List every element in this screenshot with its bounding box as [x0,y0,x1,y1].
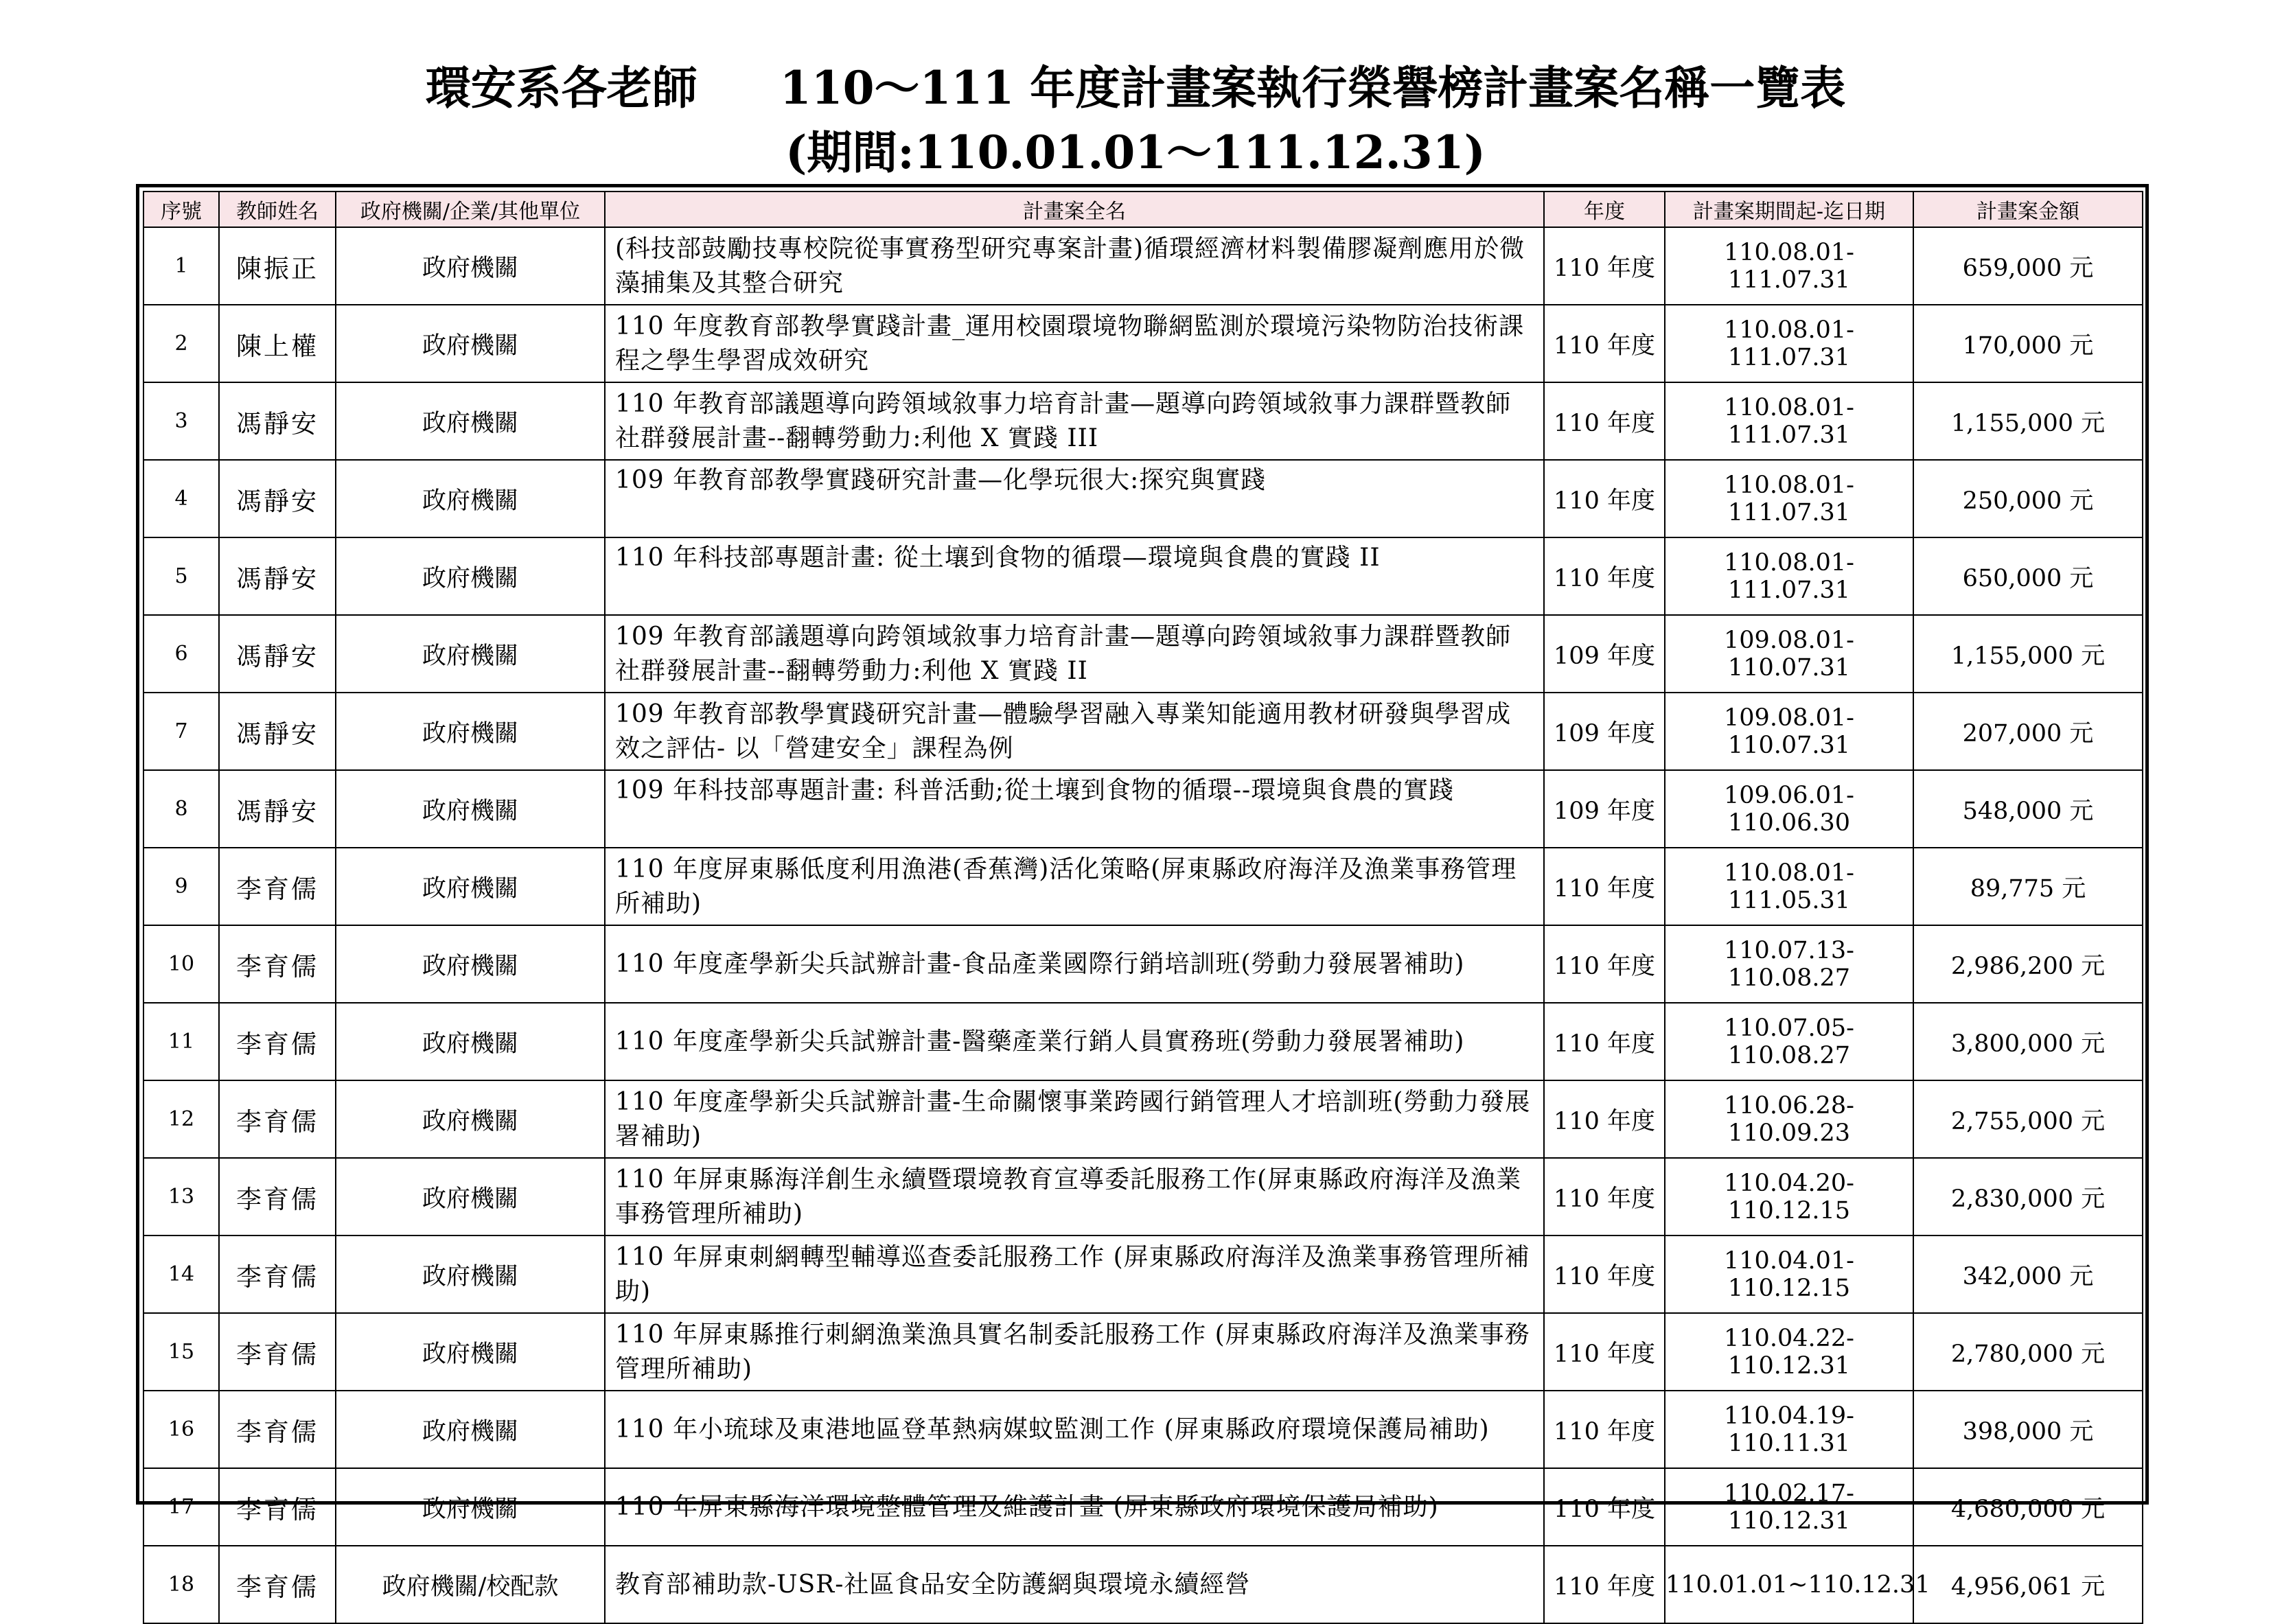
cell-row-number: 13 [143,1158,219,1236]
cell-organization: 政府機關 [336,537,605,615]
header-no: 序號 [143,192,219,227]
cell-period: 110.06.28-110.09.23 [1665,1080,1913,1158]
cell-row-number: 7 [143,693,219,770]
cell-year: 110 年度 [1544,925,1665,1003]
cell-teacher-name: 李育儒 [219,848,336,925]
cell-row-number: 1 [143,227,219,305]
table-header-row [143,192,2143,227]
cell-year: 109 年度 [1544,770,1665,848]
cell-project-name: (科技部鼓勵技專校院從事實務型研究專案計畫)循環經濟材料製備膠凝劑應用於微藻捕集及其整合研究 [605,227,1544,305]
project-table [143,191,2143,1624]
cell-amount: 659,000 元 [1913,227,2143,305]
cell-teacher-name: 李育儒 [219,1468,336,1546]
cell-project-name: 110 年度產學新尖兵試辦計畫-醫藥產業行銷人員實務班(勞動力發展署補助) [605,1003,1544,1080]
cell-period: 110.07.05-110.08.27 [1665,1003,1913,1080]
cell-project-name: 110 年屏東縣推行刺網漁業漁具實名制委託服務工作 (屏東縣政府海洋及漁業事務管理所補助) [605,1313,1544,1391]
cell-year: 110 年度 [1544,1546,1665,1623]
cell-year: 110 年度 [1544,537,1665,615]
cell-organization: 政府機關 [336,693,605,770]
cell-year: 109 年度 [1544,693,1665,770]
cell-teacher-name: 馮靜安 [219,615,336,693]
cell-organization: 政府機關 [336,1313,605,1391]
cell-organization: 政府機關 [336,1391,605,1468]
header-amount: 計畫案金額 [1913,192,2143,227]
table-row [143,1391,2143,1468]
header-period: 計畫案期間起-迄日期 [1665,192,1913,227]
cell-row-number: 9 [143,848,219,925]
cell-amount: 1,155,000 元 [1913,615,2143,693]
cell-period: 110.08.01-111.07.31 [1665,537,1913,615]
cell-year: 110 年度 [1544,305,1665,382]
cell-row-number: 14 [143,1236,219,1313]
header-project-name: 計畫案全名 [605,192,1544,227]
cell-period: 110.01.01~110.12.31 [1665,1546,1913,1623]
cell-amount: 4,680,000 元 [1913,1468,2143,1546]
cell-period: 110.08.01-111.07.31 [1665,227,1913,305]
cell-row-number: 5 [143,537,219,615]
cell-year: 110 年度 [1544,1313,1665,1391]
cell-year: 110 年度 [1544,1391,1665,1468]
table-row [143,1158,2143,1236]
cell-project-name: 109 年科技部專題計畫: 科普活動;從土壤到食物的循環--環境與食農的實踐 [605,770,1544,848]
cell-period: 110.04.20-110.12.15 [1665,1158,1913,1236]
cell-year: 110 年度 [1544,1003,1665,1080]
cell-organization: 政府機關 [336,925,605,1003]
cell-row-number: 15 [143,1313,219,1391]
cell-teacher-name: 李育儒 [219,1391,336,1468]
cell-row-number: 2 [143,305,219,382]
cell-amount: 398,000 元 [1913,1391,2143,1468]
cell-teacher-name: 李育儒 [219,1546,336,1623]
cell-amount: 2,755,000 元 [1913,1080,2143,1158]
cell-amount: 3,800,000 元 [1913,1003,2143,1080]
cell-organization: 政府機關/校配款 [336,1546,605,1623]
cell-row-number: 11 [143,1003,219,1080]
cell-organization: 政府機關 [336,1158,605,1236]
table-row [143,537,2143,615]
cell-project-name: 110 年度產學新尖兵試辦計畫-食品產業國際行銷培訓班(勞動力發展署補助) [605,925,1544,1003]
table-row [143,925,2143,1003]
cell-teacher-name: 馮靜安 [219,693,336,770]
cell-amount: 342,000 元 [1913,1236,2143,1313]
cell-row-number: 4 [143,460,219,537]
cell-project-name: 110 年教育部議題導向跨領域敘事力培育計畫—題導向跨領域敘事力課群暨教師社群發展計畫--翻轉勞動力:利他 X 實踐 III [605,382,1544,460]
cell-project-name: 110 年度教育部教學實踐計畫_運用校園環境物聯網監測於環境污染物防治技術課程之學生學習成效研究 [605,305,1544,382]
table-row [143,305,2143,382]
cell-period: 110.08.01-111.05.31 [1665,848,1913,925]
table-row [143,1080,2143,1158]
table-row [143,848,2143,925]
cell-year: 110 年度 [1544,227,1665,305]
page-subtitle-period: (期間:110.01.01～111.12.31) [785,126,1486,179]
cell-project-name: 教育部補助款-USR-社區食品安全防護網與環境永續經營 [605,1546,1544,1623]
cell-amount: 548,000 元 [1913,770,2143,848]
cell-row-number: 8 [143,770,219,848]
cell-project-name: 110 年小琉球及東港地區登革熱病媒蚊監測工作 (屏東縣政府環境保護局補助) [605,1391,1544,1468]
cell-teacher-name: 李育儒 [219,1158,336,1236]
cell-organization: 政府機關 [336,227,605,305]
cell-organization: 政府機關 [336,305,605,382]
cell-amount: 207,000 元 [1913,693,2143,770]
header-year: 年度 [1544,192,1665,227]
cell-amount: 1,155,000 元 [1913,382,2143,460]
cell-period: 110.04.01-110.12.15 [1665,1236,1913,1313]
project-table-frame [136,184,2149,1602]
table-row [143,1236,2143,1313]
cell-project-name: 110 年屏東縣海洋環境整體管理及維護計畫 (屏東縣政府環境保護局補助) [605,1468,1544,1546]
cell-teacher-name: 陳振正 [219,227,336,305]
cell-period: 110.08.01-111.07.31 [1665,305,1913,382]
table-row [143,1468,2143,1546]
title-department: 環安系各老師 [425,61,698,115]
cell-year: 109 年度 [1544,615,1665,693]
cell-project-name: 109 年教育部教學實踐研究計畫—化學玩很大:探究與實踐 [605,460,1544,537]
table-row [143,227,2143,305]
cell-amount: 2,986,200 元 [1913,925,2143,1003]
cell-amount: 650,000 元 [1913,537,2143,615]
header-org: 政府機關/企業/其他單位 [336,192,605,227]
header-teacher: 教師姓名 [219,192,336,227]
cell-organization: 政府機關 [336,460,605,537]
table-row [143,382,2143,460]
cell-project-name: 110 年屏東縣海洋創生永續暨環境教育宣導委託服務工作(屏東縣政府海洋及漁業事務管理所補助) [605,1158,1544,1236]
cell-teacher-name: 馮靜安 [219,770,336,848]
cell-year: 110 年度 [1544,460,1665,537]
cell-organization: 政府機關 [336,1468,605,1546]
cell-amount: 4,956,061 元 [1913,1546,2143,1623]
cell-period: 109.08.01-110.07.31 [1665,693,1913,770]
cell-organization: 政府機關 [336,1236,605,1313]
table-row [143,1003,2143,1080]
cell-project-name: 110 年科技部專題計畫: 從土壤到食物的循環—環境與食農的實踐 II [605,537,1544,615]
page-title [0,59,2271,117]
cell-teacher-name: 李育儒 [219,1080,336,1158]
cell-project-name: 110 年度屏東縣低度利用漁港(香蕉灣)活化策略(屏東縣政府海洋及漁業事務管理所補助) [605,848,1544,925]
cell-period: 110.07.13-110.08.27 [1665,925,1913,1003]
cell-amount: 89,775 元 [1913,848,2143,925]
cell-row-number: 6 [143,615,219,693]
cell-period: 110.08.01-111.07.31 [1665,460,1913,537]
cell-organization: 政府機關 [336,1080,605,1158]
cell-year: 110 年度 [1544,1468,1665,1546]
cell-teacher-name: 馮靜安 [219,537,336,615]
cell-row-number: 16 [143,1391,219,1468]
cell-year: 110 年度 [1544,1158,1665,1236]
cell-row-number: 10 [143,925,219,1003]
cell-teacher-name: 馮靜安 [219,382,336,460]
cell-row-number: 3 [143,382,219,460]
table-row [143,693,2143,770]
cell-project-name: 109 年教育部教學實踐研究計畫—體驗學習融入專業知能適用教材研發與學習成效之評估- 以「營建安全」課程為例 [605,693,1544,770]
cell-teacher-name: 李育儒 [219,1003,336,1080]
cell-row-number: 12 [143,1080,219,1158]
cell-amount: 170,000 元 [1913,305,2143,382]
cell-teacher-name: 李育儒 [219,1236,336,1313]
cell-amount: 2,830,000 元 [1913,1158,2143,1236]
cell-row-number: 17 [143,1468,219,1546]
cell-teacher-name: 陳上權 [219,305,336,382]
cell-teacher-name: 馮靜安 [219,460,336,537]
cell-period: 110.04.22-110.12.31 [1665,1313,1913,1391]
cell-period: 109.08.01-110.07.31 [1665,615,1913,693]
cell-project-name: 110 年度產學新尖兵試辦計畫-生命關懷事業跨國行銷管理人才培訓班(勞動力發展署補助) [605,1080,1544,1158]
cell-amount: 250,000 元 [1913,460,2143,537]
table-row [143,1313,2143,1391]
table-row [143,1546,2143,1623]
cell-year: 110 年度 [1544,1080,1665,1158]
cell-period: 110.04.19-110.11.31 [1665,1391,1913,1468]
cell-organization: 政府機關 [336,615,605,693]
cell-year: 110 年度 [1544,382,1665,460]
cell-project-name: 109 年教育部議題導向跨領域敘事力培育計畫—題導向跨領域敘事力課群暨教師社群發展計畫--翻轉勞動力:利他 X 實踐 II [605,615,1544,693]
cell-teacher-name: 李育儒 [219,1313,336,1391]
cell-year: 110 年度 [1544,848,1665,925]
cell-organization: 政府機關 [336,382,605,460]
cell-teacher-name: 李育儒 [219,925,336,1003]
cell-amount: 2,780,000 元 [1913,1313,2143,1391]
title-main: 110～111 年度計畫案執行榮譽榜計畫案名稱一覽表 [779,61,1846,115]
cell-organization: 政府機關 [336,848,605,925]
cell-period: 110.08.01-111.07.31 [1665,382,1913,460]
cell-period: 110.02.17-110.12.31 [1665,1468,1913,1546]
cell-year: 110 年度 [1544,1236,1665,1313]
cell-organization: 政府機關 [336,1003,605,1080]
cell-project-name: 110 年屏東刺網轉型輔導巡查委託服務工作 (屏東縣政府海洋及漁業事務管理所補助) [605,1236,1544,1313]
cell-organization: 政府機關 [336,770,605,848]
table-row [143,615,2143,693]
table-row [143,770,2143,848]
table-row [143,460,2143,537]
cell-row-number: 18 [143,1546,219,1623]
cell-period: 109.06.01-110.06.30 [1665,770,1913,848]
